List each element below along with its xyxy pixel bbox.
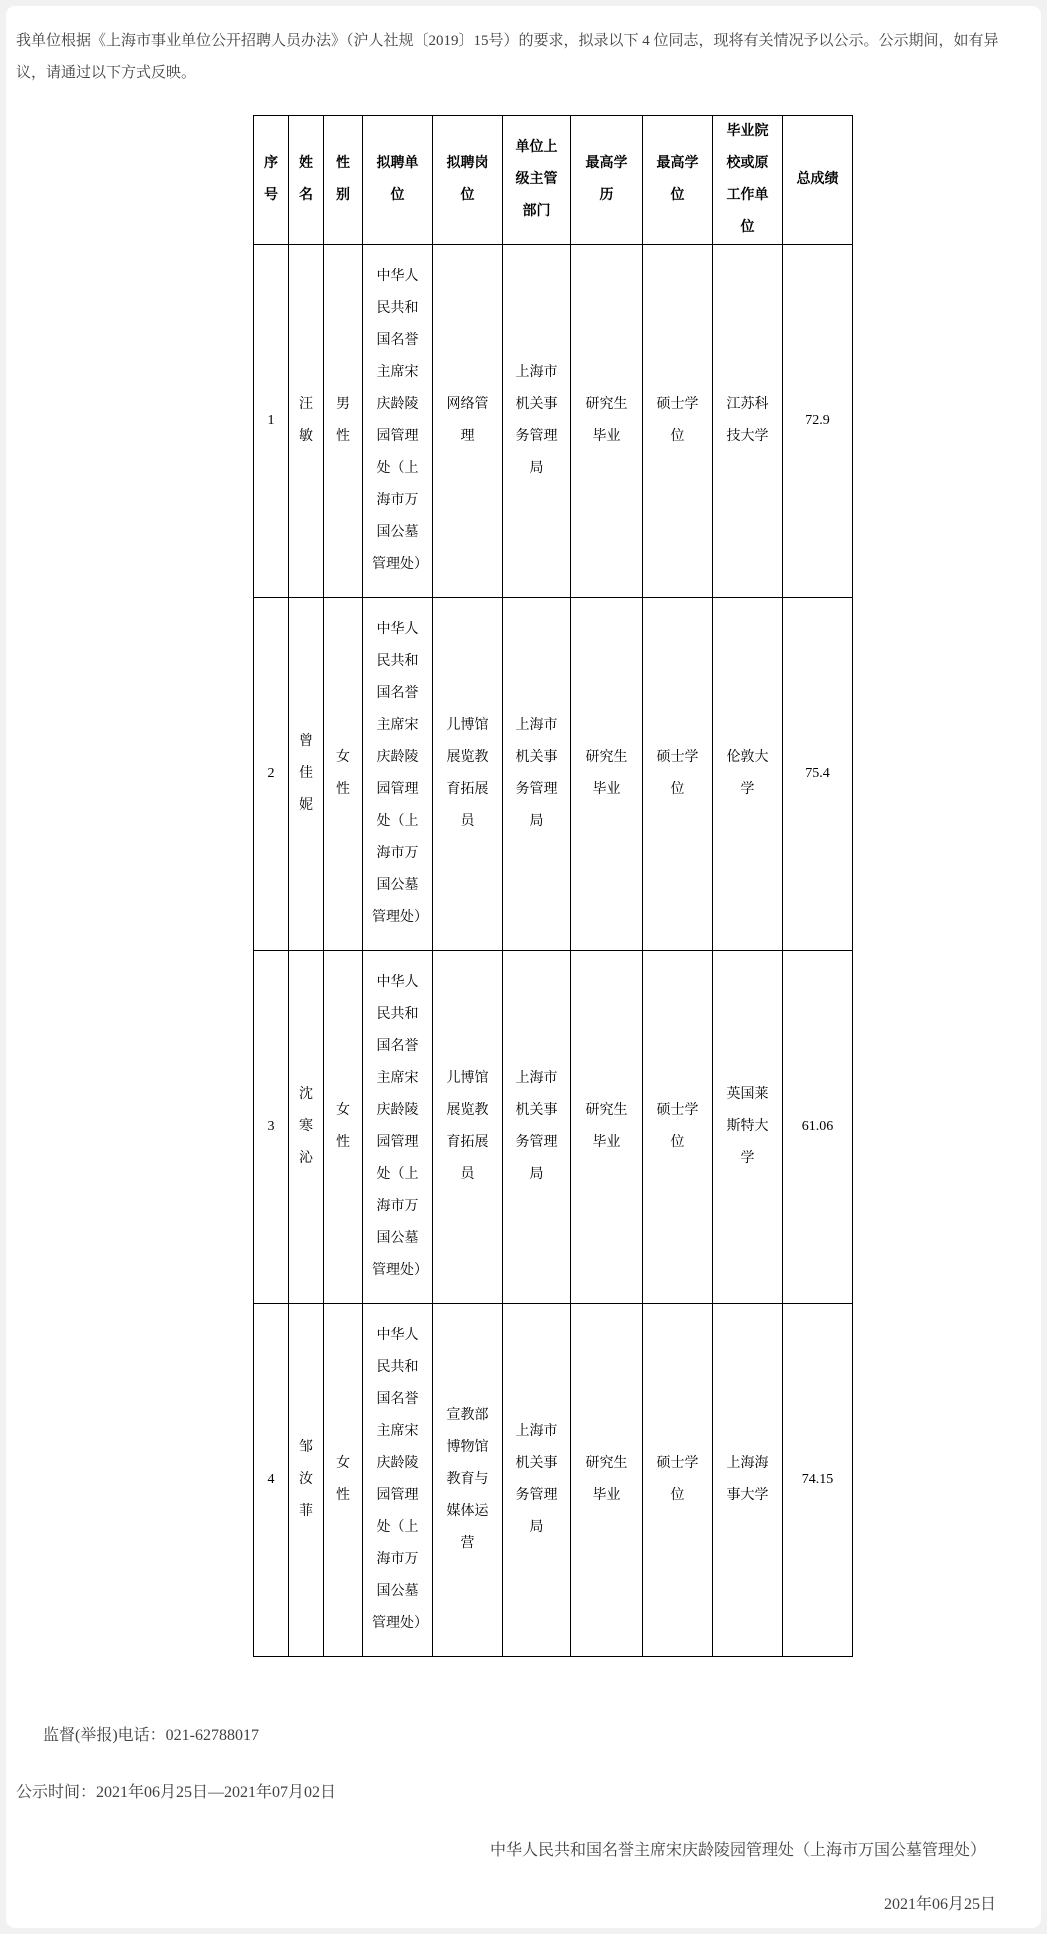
table-cell: 61.06 bbox=[783, 951, 853, 1304]
table-row bbox=[254, 245, 853, 598]
table-cell: 硕士学位 bbox=[643, 951, 713, 1304]
document-page bbox=[6, 6, 1041, 1928]
table-cell: 研究生毕业 bbox=[571, 245, 643, 598]
table-cell: 上海市机关事务管理局 bbox=[503, 245, 571, 598]
table-row bbox=[254, 1304, 853, 1657]
recruitment-table bbox=[253, 115, 853, 1657]
column-header: 姓名 bbox=[289, 116, 324, 245]
column-header: 单位上级主管部门 bbox=[503, 116, 571, 245]
column-header: 最高学位 bbox=[643, 116, 713, 245]
table-cell: 英国莱斯特大学 bbox=[713, 951, 783, 1304]
table-body bbox=[254, 245, 853, 1657]
signature-date: 2021年06月25日 bbox=[883, 1896, 996, 1913]
signature-unit: 中华人民共和国名誉主席宋庆龄陵园管理处（上海市万国公墓管理处） bbox=[489, 1842, 986, 1859]
table-cell: 网络管理 bbox=[433, 245, 503, 598]
table-cell: 75.4 bbox=[783, 598, 853, 951]
table-cell: 72.9 bbox=[783, 245, 853, 598]
table-cell: 邹汝菲 bbox=[289, 1304, 324, 1657]
table-cell: 74.15 bbox=[783, 1304, 853, 1657]
table-cell: 中华人民共和国名誉主席宋庆龄陵园管理处（上海市万国公墓管理处） bbox=[363, 951, 433, 1304]
table-cell: 4 bbox=[254, 1304, 289, 1657]
table-cell: 汪敏 bbox=[289, 245, 324, 598]
table-cell: 上海市机关事务管理局 bbox=[503, 598, 571, 951]
table-cell: 江苏科技大学 bbox=[713, 245, 783, 598]
table-cell: 硕士学位 bbox=[643, 1304, 713, 1657]
table-cell: 伦敦大学 bbox=[713, 598, 783, 951]
table-cell: 研究生毕业 bbox=[571, 951, 643, 1304]
column-header: 拟聘岗位 bbox=[433, 116, 503, 245]
announcement-intro: 我单位根据《上海市事业单位公开招聘人员办法》（沪人社规〔2019〕15号）的要求，拟录以下 4 位同志，现将有关情况予以公示。公示期间，如有异议，请通过以下方式反映。 bbox=[16, 33, 999, 81]
column-header: 总成绩 bbox=[783, 116, 853, 245]
column-header: 毕业院校或原工作单位 bbox=[713, 116, 783, 245]
column-header: 序号 bbox=[254, 116, 289, 245]
table-row bbox=[254, 598, 853, 951]
table-cell: 男性 bbox=[324, 245, 363, 598]
table-cell: 上海市机关事务管理局 bbox=[503, 1304, 571, 1657]
table-cell: 3 bbox=[254, 951, 289, 1304]
table-cell: 儿博馆展览教育拓展员 bbox=[433, 951, 503, 1304]
table-cell: 研究生毕业 bbox=[571, 598, 643, 951]
table-cell: 2 bbox=[254, 598, 289, 951]
column-header: 性别 bbox=[324, 116, 363, 245]
table-cell: 硕士学位 bbox=[643, 598, 713, 951]
table-cell: 中华人民共和国名誉主席宋庆龄陵园管理处（上海市万国公墓管理处） bbox=[363, 598, 433, 951]
table-header-row bbox=[254, 116, 853, 245]
table-row bbox=[254, 951, 853, 1304]
table-cell: 宣教部博物馆教育与媒体运营 bbox=[433, 1304, 503, 1657]
publicity-period-line: 公示时间：2021年06月25日—2021年07月02日 bbox=[16, 1784, 337, 1801]
column-header: 拟聘单位 bbox=[363, 116, 433, 245]
table-header bbox=[254, 116, 853, 245]
table-cell: 中华人民共和国名誉主席宋庆龄陵园管理处（上海市万国公墓管理处） bbox=[363, 245, 433, 598]
column-header: 最高学历 bbox=[571, 116, 643, 245]
table-cell: 儿博馆展览教育拓展员 bbox=[433, 598, 503, 951]
table-cell: 上海市机关事务管理局 bbox=[503, 951, 571, 1304]
table-cell: 上海海事大学 bbox=[713, 1304, 783, 1657]
table-cell: 硕士学位 bbox=[643, 245, 713, 598]
table-cell: 女性 bbox=[324, 1304, 363, 1657]
supervision-phone-line: 监督(举报)电话：021-62788017 bbox=[43, 1727, 259, 1744]
table-cell: 1 bbox=[254, 245, 289, 598]
table-cell: 沈寒沁 bbox=[289, 951, 324, 1304]
table-cell: 女性 bbox=[324, 598, 363, 951]
table-cell: 中华人民共和国名誉主席宋庆龄陵园管理处（上海市万国公墓管理处） bbox=[363, 1304, 433, 1657]
table-cell: 女性 bbox=[324, 951, 363, 1304]
table-cell: 曾佳妮 bbox=[289, 598, 324, 951]
table-cell: 研究生毕业 bbox=[571, 1304, 643, 1657]
